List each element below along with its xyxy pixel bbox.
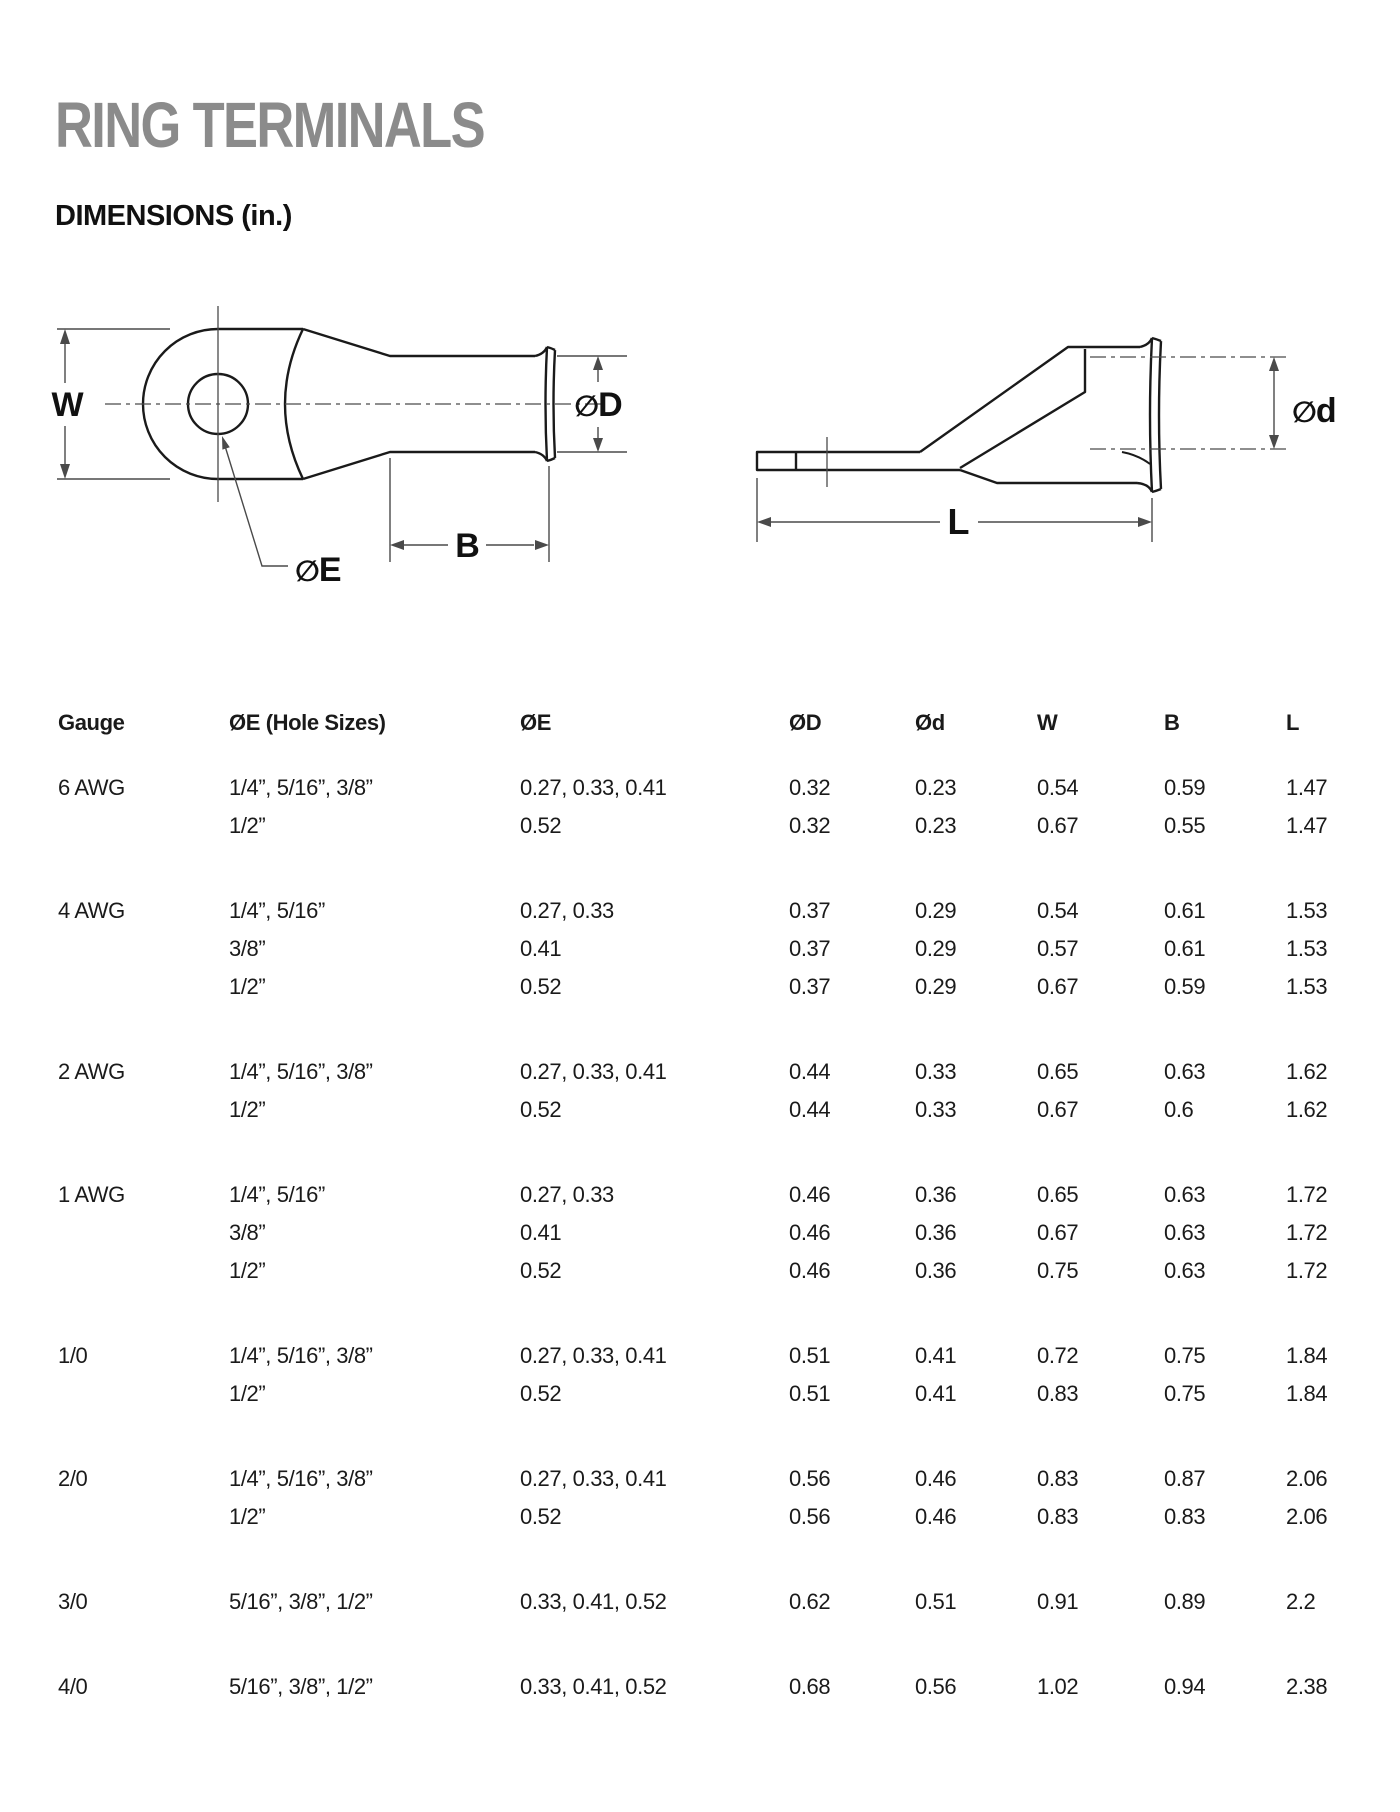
- table-row: [58, 1091, 1368, 1129]
- cell-od: 0.62: [789, 1589, 831, 1614]
- cell-gauge: 6 AWG: [58, 775, 125, 800]
- cell-hole-sizes: 3/8”: [229, 1220, 266, 1245]
- cell-hole-sizes: 1/4”, 5/16”, 3/8”: [229, 1059, 373, 1084]
- cell-w: 0.67: [1037, 813, 1079, 838]
- table-row: [58, 1460, 1368, 1498]
- centerlines: [105, 306, 605, 502]
- cell-oe: 0.27, 0.33, 0.41: [520, 1059, 667, 1084]
- cell-oe: 0.33, 0.41, 0.52: [520, 1589, 667, 1614]
- dimension-arrows: [60, 329, 603, 550]
- cell-w: 0.91: [1037, 1589, 1079, 1614]
- header-od-lower: Ød: [915, 710, 945, 735]
- cell-hole-sizes: 1/4”, 5/16”: [229, 898, 325, 923]
- cell-gauge: 1 AWG: [58, 1182, 125, 1207]
- cell-b: 0.59: [1164, 974, 1206, 999]
- cell-od-lower: 0.36: [915, 1258, 957, 1283]
- cell-od: 0.44: [789, 1097, 831, 1122]
- cell-oe: 0.52: [520, 813, 562, 838]
- cell-gauge: 3/0: [58, 1589, 88, 1614]
- cell-od-lower: 0.46: [915, 1504, 957, 1529]
- cell-b: 0.6: [1164, 1097, 1194, 1122]
- cell-l: 2.38: [1286, 1674, 1328, 1699]
- cell-od: 0.46: [789, 1182, 831, 1207]
- cell-l: 1.47: [1286, 775, 1328, 800]
- cell-od: 0.46: [789, 1220, 831, 1245]
- dim-label-b: B: [455, 527, 479, 565]
- dimension-lines: [57, 329, 627, 566]
- table-row: [58, 1176, 1368, 1214]
- cell-hole-sizes: 1/4”, 5/16”, 3/8”: [229, 1466, 373, 1491]
- cell-w: 0.83: [1037, 1466, 1079, 1491]
- header-l: L: [1286, 710, 1300, 735]
- cell-w: 0.67: [1037, 1220, 1079, 1245]
- cell-hole-sizes: 1/2”: [229, 974, 266, 999]
- table-header-row: [58, 704, 1368, 742]
- cell-w: 0.83: [1037, 1504, 1079, 1529]
- cell-w: 0.67: [1037, 1097, 1079, 1122]
- table-row: [58, 892, 1368, 930]
- cell-od-lower: 0.23: [915, 813, 957, 838]
- cell-od: 0.68: [789, 1674, 831, 1699]
- cell-b: 0.61: [1164, 898, 1206, 923]
- cell-l: 1.47: [1286, 813, 1328, 838]
- cell-b: 0.63: [1164, 1182, 1206, 1207]
- cell-w: 0.72: [1037, 1343, 1079, 1368]
- table-row: [58, 1375, 1368, 1413]
- cell-b: 0.89: [1164, 1589, 1206, 1614]
- cell-od: 0.37: [789, 936, 831, 961]
- cell-w: 0.67: [1037, 974, 1079, 999]
- cell-od-lower: 0.33: [915, 1059, 957, 1084]
- cell-hole-sizes: 5/16”, 3/8”, 1/2”: [229, 1589, 373, 1614]
- header-gauge: Gauge: [58, 710, 125, 735]
- cell-od-lower: 0.33: [915, 1097, 957, 1122]
- cell-l: 1.53: [1286, 898, 1328, 923]
- ring-terminal-front-view-drawing: [45, 300, 665, 600]
- cell-b: 0.55: [1164, 813, 1206, 838]
- table-row: [58, 1252, 1368, 1290]
- table-row: [58, 930, 1368, 968]
- cell-od-lower: 0.41: [915, 1381, 957, 1406]
- dimensions-table: [58, 769, 1368, 1706]
- cell-od: 0.51: [789, 1343, 831, 1368]
- header-od: ØD: [789, 710, 822, 735]
- cell-w: 0.65: [1037, 1182, 1079, 1207]
- cell-l: 1.62: [1286, 1097, 1328, 1122]
- table-row: [58, 1668, 1368, 1706]
- cell-oe: 0.41: [520, 936, 562, 961]
- cell-gauge: 4/0: [58, 1674, 88, 1699]
- cell-b: 0.63: [1164, 1220, 1206, 1245]
- cell-od: 0.46: [789, 1258, 831, 1283]
- cell-l: 1.84: [1286, 1343, 1328, 1368]
- cell-od: 0.37: [789, 898, 831, 923]
- cell-hole-sizes: 1/2”: [229, 1097, 266, 1122]
- cell-od-lower: 0.29: [915, 898, 957, 923]
- cell-oe: 0.33, 0.41, 0.52: [520, 1674, 667, 1699]
- dimension-lines-side: [757, 371, 1274, 542]
- cell-oe: 0.41: [520, 1220, 562, 1245]
- cell-l: 1.62: [1286, 1059, 1328, 1084]
- cell-oe: 0.52: [520, 1097, 562, 1122]
- cell-od: 0.32: [789, 775, 831, 800]
- cell-oe: 0.52: [520, 1381, 562, 1406]
- cell-hole-sizes: 1/4”, 5/16”, 3/8”: [229, 775, 373, 800]
- cell-oe: 0.27, 0.33: [520, 898, 614, 923]
- cell-od: 0.37: [789, 974, 831, 999]
- table-row: [58, 807, 1368, 845]
- cell-l: 2.2: [1286, 1589, 1316, 1614]
- cell-gauge: 1/0: [58, 1343, 88, 1368]
- cell-hole-sizes: 1/4”, 5/16”: [229, 1182, 325, 1207]
- cell-b: 0.63: [1164, 1258, 1206, 1283]
- cell-l: 1.72: [1286, 1258, 1328, 1283]
- cell-od-lower: 0.41: [915, 1343, 957, 1368]
- header-w: W: [1037, 710, 1058, 735]
- cell-w: 0.54: [1037, 898, 1079, 923]
- cell-b: 0.75: [1164, 1343, 1206, 1368]
- cell-b: 0.83: [1164, 1504, 1206, 1529]
- header-hole-sizes: ØE (Hole Sizes): [229, 710, 386, 735]
- header-oe: ØE: [520, 710, 551, 735]
- page-title: RING TERMINALS: [55, 89, 484, 161]
- cell-oe: 0.27, 0.33, 0.41: [520, 1343, 667, 1368]
- cell-b: 0.59: [1164, 775, 1206, 800]
- cell-b: 0.87: [1164, 1466, 1206, 1491]
- cell-w: 0.75: [1037, 1258, 1079, 1283]
- table-row: [58, 1053, 1368, 1091]
- cell-hole-sizes: 1/2”: [229, 1258, 266, 1283]
- cell-oe: 0.27, 0.33, 0.41: [520, 1466, 667, 1491]
- cell-l: 1.53: [1286, 974, 1328, 999]
- centerlines-side: [827, 357, 1288, 487]
- cell-l: 2.06: [1286, 1504, 1328, 1529]
- cell-gauge: 2/0: [58, 1466, 88, 1491]
- terminal-outline-side: [757, 338, 1161, 492]
- cell-od-lower: 0.36: [915, 1182, 957, 1207]
- dim-label-oe: ∅E: [295, 551, 341, 589]
- cell-od-lower: 0.29: [915, 936, 957, 961]
- cell-od: 0.56: [789, 1504, 831, 1529]
- cell-w: 0.65: [1037, 1059, 1079, 1084]
- cell-hole-sizes: 3/8”: [229, 936, 266, 961]
- cell-od: 0.56: [789, 1466, 831, 1491]
- dim-label-l: L: [947, 501, 969, 542]
- cell-w: 0.57: [1037, 936, 1079, 961]
- cell-od-lower: 0.29: [915, 974, 957, 999]
- cell-l: 1.72: [1286, 1182, 1328, 1207]
- cell-oe: 0.27, 0.33, 0.41: [520, 775, 667, 800]
- cell-gauge: 4 AWG: [58, 898, 125, 923]
- table-row: [58, 1583, 1368, 1621]
- section-title-dimensions: DIMENSIONS (in.): [55, 200, 292, 232]
- cell-w: 1.02: [1037, 1674, 1079, 1699]
- cell-od-lower: 0.23: [915, 775, 957, 800]
- cell-od: 0.32: [789, 813, 831, 838]
- dim-label-od: ∅D: [574, 386, 622, 424]
- cell-oe: 0.52: [520, 1504, 562, 1529]
- table-row: [58, 1337, 1368, 1375]
- cell-od: 0.44: [789, 1059, 831, 1084]
- cell-od: 0.51: [789, 1381, 831, 1406]
- cell-hole-sizes: 1/2”: [229, 1381, 266, 1406]
- cell-b: 0.75: [1164, 1381, 1206, 1406]
- cell-oe: 0.52: [520, 974, 562, 999]
- header-b: B: [1164, 710, 1180, 735]
- cell-b: 0.63: [1164, 1059, 1206, 1084]
- cell-od-lower: 0.46: [915, 1466, 957, 1491]
- cell-hole-sizes: 1/2”: [229, 813, 266, 838]
- cell-od-lower: 0.56: [915, 1674, 957, 1699]
- cell-hole-sizes: 5/16”, 3/8”, 1/2”: [229, 1674, 373, 1699]
- cell-oe: 0.52: [520, 1258, 562, 1283]
- cell-gauge: 2 AWG: [58, 1059, 125, 1084]
- dim-label-od-inner: ∅d: [1292, 392, 1336, 430]
- table-row: [58, 1214, 1368, 1252]
- dim-label-w: W: [51, 386, 83, 424]
- cell-hole-sizes: 1/4”, 5/16”, 3/8”: [229, 1343, 373, 1368]
- table-row: [58, 968, 1368, 1006]
- cell-l: 2.06: [1286, 1466, 1328, 1491]
- cell-oe: 0.27, 0.33: [520, 1182, 614, 1207]
- cell-hole-sizes: 1/2”: [229, 1504, 266, 1529]
- cell-l: 1.84: [1286, 1381, 1328, 1406]
- cell-l: 1.72: [1286, 1220, 1328, 1245]
- table-row: [58, 1498, 1368, 1536]
- cell-od-lower: 0.51: [915, 1589, 957, 1614]
- ring-terminal-side-view-drawing: [700, 300, 1360, 590]
- cell-b: 0.61: [1164, 936, 1206, 961]
- cell-od-lower: 0.36: [915, 1220, 957, 1245]
- cell-b: 0.94: [1164, 1674, 1206, 1699]
- cell-w: 0.54: [1037, 775, 1079, 800]
- cell-l: 1.53: [1286, 936, 1328, 961]
- cell-w: 0.83: [1037, 1381, 1079, 1406]
- table-row: [58, 769, 1368, 807]
